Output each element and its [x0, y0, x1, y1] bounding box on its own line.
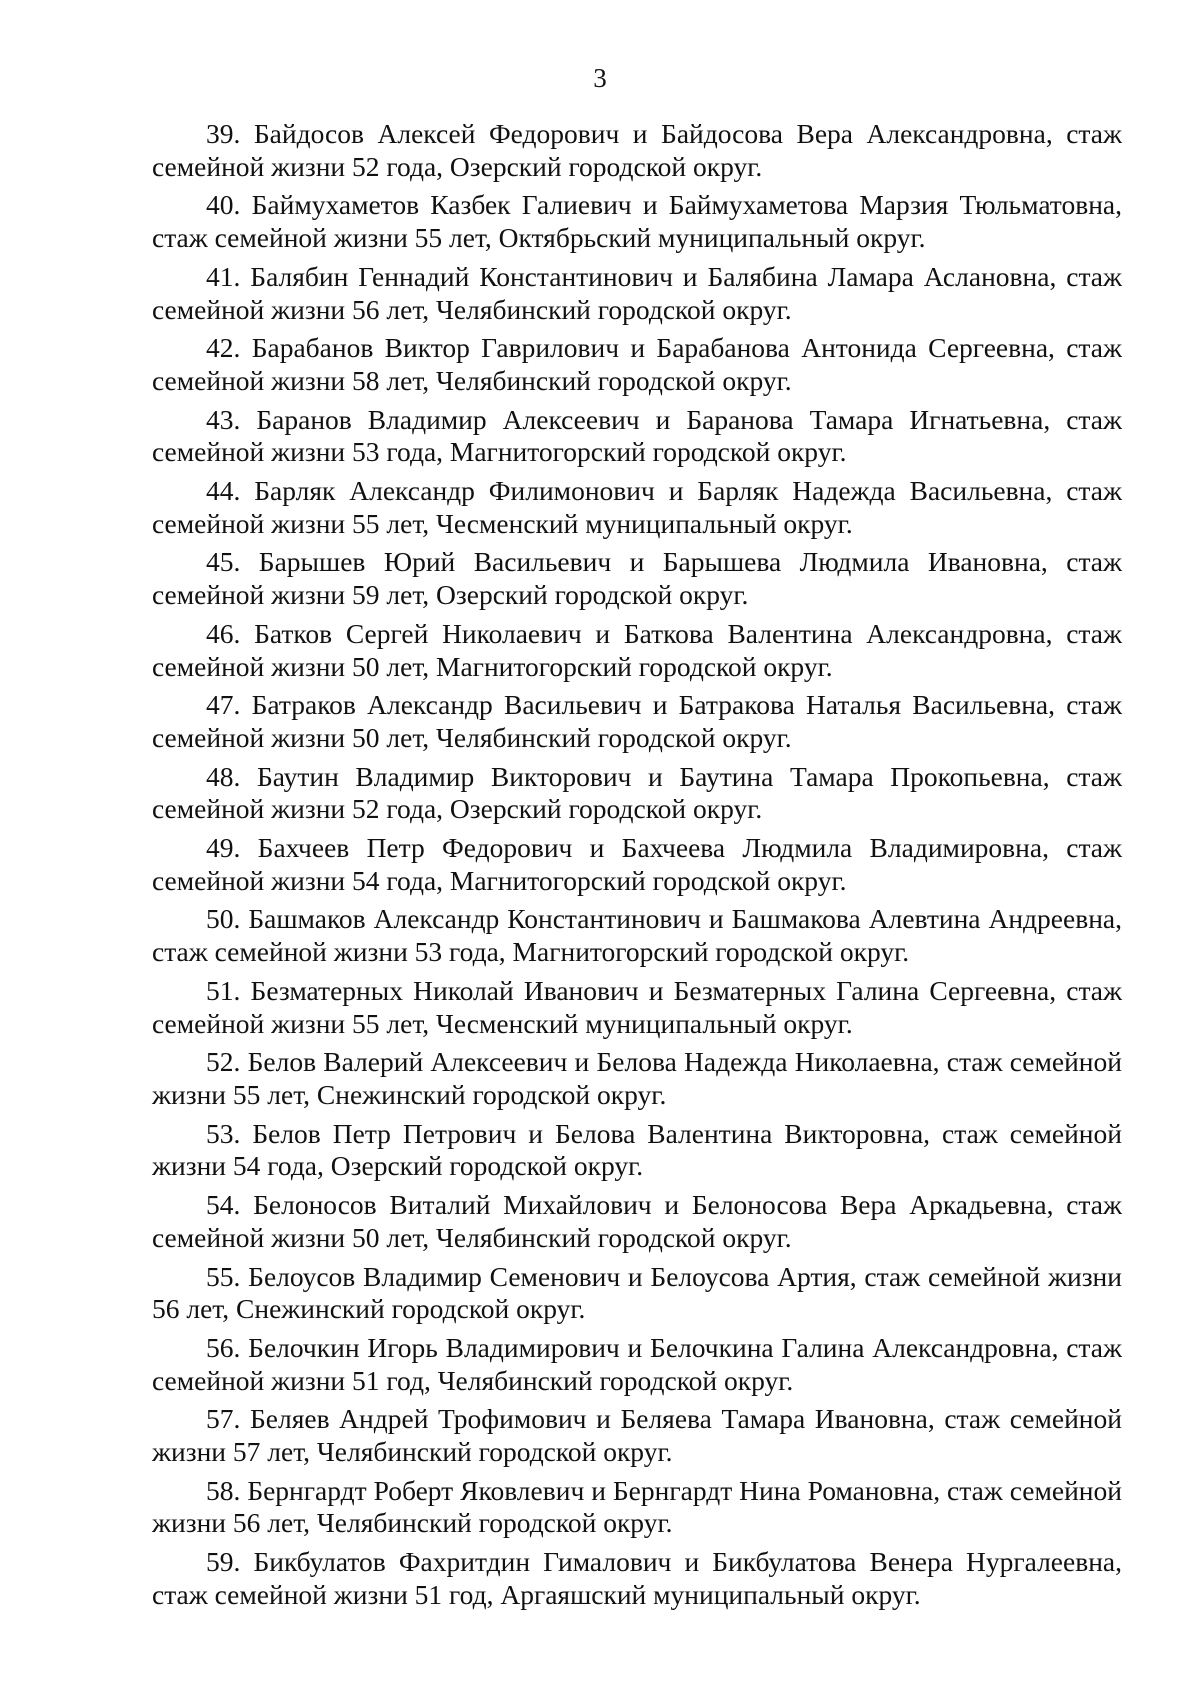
- list-item-41: 41. Балябин Геннадий Константинович и Балябина Ламара Аслановна, стаж семейной жизни 56 лет, Челябинский городской округ.: [152, 260, 1122, 325]
- list-item-59: 59. Бикбулатов Фахритдин Гималович и Бикбулатова Венера Нургалеевна, стаж семейной жизни 51 год, Аргаяшский муниципальный округ.: [152, 1546, 1122, 1610]
- list-item-55: 55. Белоусов Владимир Семенович и Белоусова Артия, стаж семейной жизни 56 лет, Снежинский городской округ.: [152, 1260, 1122, 1325]
- list-item-44: 44. Барляк Александр Филимонович и Барляк Надежда Васильевна, стаж семейной жизни 55 лет, Чесменский муниципальный округ.: [152, 475, 1122, 539]
- list-item-43: 43. Баранов Владимир Алексеевич и Баранова Тамара Игнатьевна, стаж семейной жизни 53 года, Магнитогорский городской округ.: [152, 403, 1122, 468]
- list-item-40: 40. Баймухаметов Казбек Галиевич и Баймухаметова Марзия Тюльматовна, стаж семейной жизни 55 лет, Октябрьский муниципальный округ.: [152, 189, 1122, 254]
- list-item-50: 50. Башмаков Александр Константинович и Башмакова Алевтина Андреевна, стаж семейной жизни 53 года, Магнитогорский городской округ.: [152, 903, 1122, 968]
- list-item-56: 56. Белочкин Игорь Владимирович и Белочкина Галина Александровна, стаж семейной жизни 51 год, Челябинский городской округ.: [152, 1331, 1122, 1396]
- list-item-47: 47. Батраков Александр Васильевич и Батракова Наталья Васильевна, стаж семейной жизни 50 лет, Челябинский городской округ.: [152, 689, 1122, 753]
- list-item-51: 51. Безматерных Николай Иванович и Безматерных Галина Сергеевна, стаж семейной жизни 55 лет, Чесменский муниципальный округ.: [152, 974, 1122, 1039]
- list-item-49: 49. Бахчеев Петр Федорович и Бахчеева Людмила Владимировна, стаж семейной жизни 54 года, Магнитогорский городской округ.: [152, 832, 1122, 896]
- list-item-57: 57. Беляев Андрей Трофимович и Беляева Тамара Ивановна, стаж семейной жизни 57 лет, Челябинский городской округ.: [152, 1403, 1122, 1468]
- list-item-39: 39. Байдосов Алексей Федорович и Байдосова Вера Александровна, стаж семейной жизни 52 года, Озерский городской округ.: [152, 118, 1122, 182]
- page-number: 3: [593, 63, 607, 93]
- list-item-42: 42. Барабанов Виктор Гаврилович и Барабанова Антонида Сергеевна, стаж семейной жизни 58 лет, Челябинский городской округ.: [152, 332, 1122, 396]
- list-item-45: 45. Барышев Юрий Васильевич и Барышева Людмила Ивановна, стаж семейной жизни 59 лет, Озерский городской округ.: [152, 546, 1122, 611]
- list-item-52: 52. Белов Валерий Алексеевич и Белова Надежда Николаевна, стаж семейной жизни 55 лет, Снежинский городской округ.: [152, 1046, 1122, 1110]
- list-item-46: 46. Батков Сергей Николаевич и Баткова Валентина Александровна, стаж семейной жизни 50 лет, Магнитогорский городской округ.: [152, 617, 1122, 682]
- list-item-58: 58. Бернгардт Роберт Яковлевич и Бернгардт Нина Романовна, стаж семейной жизни 56 лет, Челябинский городской округ.: [152, 1474, 1122, 1539]
- list-item-53: 53. Белов Петр Петрович и Белова Валентина Викторовна, стаж семейной жизни 54 года, Озерский городской округ.: [152, 1117, 1122, 1182]
- list-item-48: 48. Баутин Владимир Викторович и Баутина Тамара Прокопьевна, стаж семейной жизни 52 года, Озерский городской округ.: [152, 760, 1122, 825]
- document-body: [152, 118, 1122, 1618]
- list-item-54: 54. Белоносов Виталий Михайлович и Белоносова Вера Аркадьевна, стаж семейной жизни 50 лет, Челябинский городской округ.: [152, 1189, 1122, 1253]
